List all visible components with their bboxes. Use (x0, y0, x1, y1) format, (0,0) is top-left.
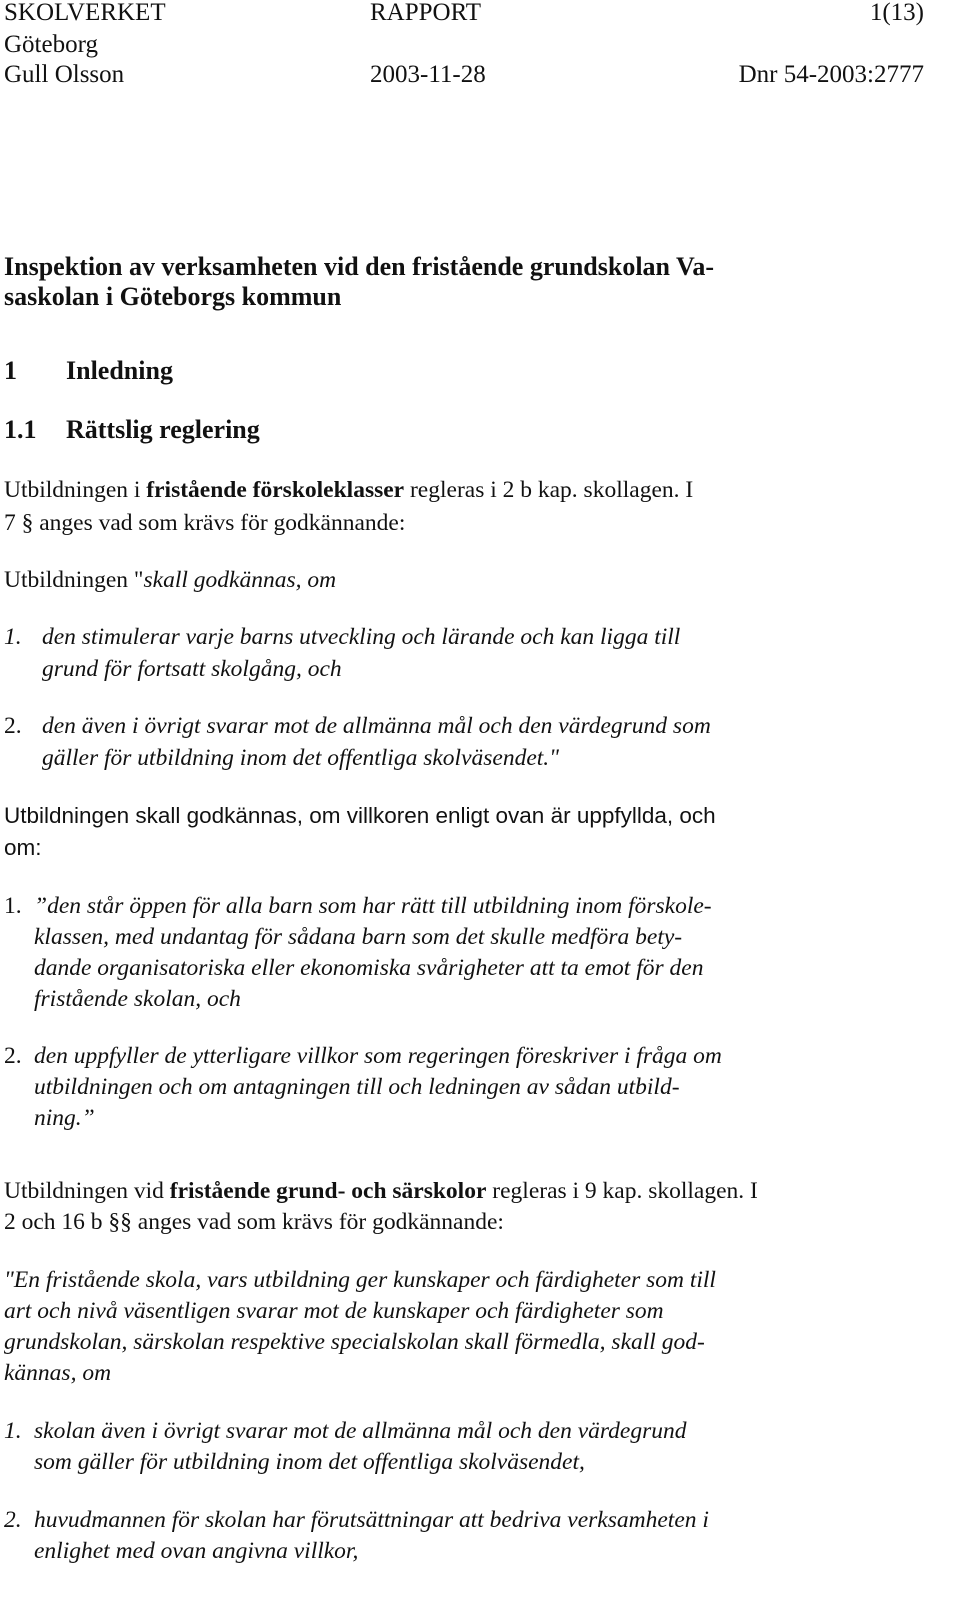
list-item-line: skolan även i övrigt svarar mot de allmänna mål och den värdegrund (34, 1418, 687, 1444)
paragraph-line: om: (4, 835, 42, 860)
list-item-line: fristående skolan, och (34, 986, 241, 1012)
list-item-line: utbildningen och om antagningen till och ledningen av sådan utbild- (34, 1074, 680, 1100)
list-item-number: 2. (4, 1043, 22, 1069)
author: Gull Olsson (4, 61, 125, 88)
section-title: Rättslig reglering (66, 415, 260, 444)
paragraph-line: 7 § anges vad som krävs för godkännande: (4, 510, 406, 536)
list-item-number: 2. (4, 713, 22, 739)
list-item-number: 1. (4, 624, 22, 650)
paragraph-line: 2 och 16 b §§ anges vad som krävs för godkännande: (4, 1209, 504, 1235)
list-item-number: 2. (4, 1507, 22, 1533)
list-item-line: den stimulerar varje barns utveckling och lärande och kan ligga till (42, 624, 681, 650)
paragraph-line: Utbildningen "skall godkännas, om (4, 567, 337, 593)
list-item-line: den uppfyller de ytterligare villkor som regeringen föreskriver i fråga om (34, 1043, 722, 1069)
paragraph-line: Utbildningen vid fristående grund- och särskolor regleras i 9 kap. skollagen. I (4, 1178, 758, 1204)
section-number: 1.1 (4, 415, 37, 444)
list-item-line: huvudmannen för skolan har förutsättningar att bedriva verksamheten i (34, 1507, 709, 1533)
list-item-number: 1. (4, 893, 22, 919)
quote-line: kännas, om (4, 1360, 112, 1386)
document-title-line-1: Inspektion av verksamheten vid den fristående grundskolan Va- (4, 252, 715, 281)
page-number: 1(13) (869, 0, 924, 26)
quote-line: "En fristående skola, vars utbildning ger kunskaper och färdigheter som till (4, 1267, 716, 1293)
list-item-line: klassen, med undantag för sådana barn som det skulle medföra bety- (34, 924, 683, 950)
quote-line: grundskolan, särskolan respektive specialskolan skall förmedla, skall god- (4, 1329, 705, 1355)
reference-number: Dnr 54-2003:2777 (738, 61, 924, 88)
list-item-line: grund för fortsatt skolgång, och (42, 656, 342, 682)
paragraph-line: Utbildningen i fristående förskoleklasser regleras i 2 b kap. skollagen. I (4, 477, 694, 503)
document-title-line-2: saskolan i Göteborgs kommun (4, 282, 342, 311)
list-item-line: den även i övrigt svarar mot de allmänna mål och den värdegrund som (42, 713, 711, 739)
list-item-line: som gäller för utbildning inom det offentliga skolväsendet, (34, 1449, 585, 1475)
doc-type: RAPPORT (370, 0, 482, 26)
list-item-line: ning.” (34, 1105, 95, 1131)
list-item-line: ”den står öppen för alla barn som har rätt till utbildning inom förskole- (34, 893, 712, 919)
section-title: Inledning (66, 356, 173, 385)
quote-line: art och nivå väsentligen svarar mot de kunskaper och färdigheter som (4, 1298, 664, 1324)
list-item-line: dande organisatoriska eller ekonomiska svårigheter att ta emot för den (34, 955, 704, 981)
paragraph-line: Utbildningen skall godkännas, om villkoren enligt ovan är uppfyllda, och (4, 803, 716, 828)
report-date: 2003-11-28 (370, 61, 486, 88)
list-item-line: enlighet med ovan angivna villkor, (34, 1538, 359, 1564)
city: Göteborg (4, 31, 98, 58)
section-number: 1 (4, 356, 17, 385)
list-item-line: gäller för utbildning inom det offentliga skolväsendet." (42, 745, 560, 771)
org-name: SKOLVERKET (4, 0, 166, 26)
list-item-number: 1. (4, 1418, 22, 1444)
